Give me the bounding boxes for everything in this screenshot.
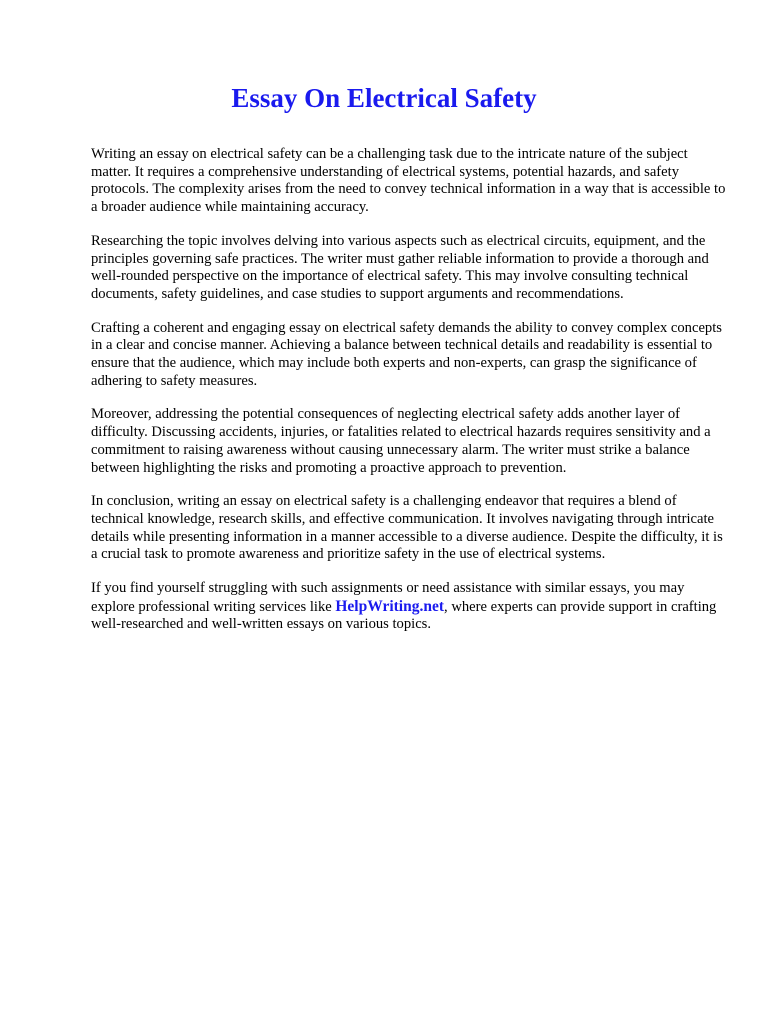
paragraph-6 <box>91 580 731 634</box>
paragraph-5: In conclusion, writing an essay on electrical safety is a challenging endeavor that requires a blend of technical knowledge, research skills, and effective communication. It involves navigating through intricate details while presenting information in a manner accessible to a diverse audience. Despite the difficulty, it is a crucial task to promote awareness and prioritize safety in the use of electrical systems. <box>91 493 723 563</box>
paragraph-2: Researching the topic involves delving into various aspects such as electrical circuits, equipment, and the principles governing safe practices. The writer must gather reliable information to provide a thorough and well-rounded perspective on the importance of electrical safety. This may involve consulting technical documents, safety guidelines, and case studies to support arguments and recommendations. <box>91 232 709 302</box>
paragraph-1: Writing an essay on electrical safety can be a challenging task due to the intricate nature of the subject matter. It requires a comprehensive understanding of electrical systems, potential hazards, and safety protocols. The complexity arises from the need to convey technical information in a way that is accessible to a broader audience while maintaining accuracy. <box>91 146 726 216</box>
paragraph-6-trailing-text: , where experts can provide support in crafting well-researched and well-written essays on various topics. <box>91 598 717 633</box>
paragraph-3: Crafting a coherent and engaging essay on electrical safety demands the ability to convey complex concepts in a clear and concise manner. Achieving a balance between technical details and readability is essential to ensure that the audience, which may include both experts and non-experts, can grasp the significance of adhering to safety measures. <box>91 319 722 389</box>
paragraph-6-lead-text: If you find yourself struggling with such assignments or need assistance with similar essays, you may explore professional writing services like <box>91 580 685 615</box>
essay-body <box>91 146 731 650</box>
paragraph-4: Moreover, addressing the potential consequences of neglecting electrical safety adds another layer of difficulty. Discussing accidents, injuries, or fatalities related to electrical hazards requires sensitivity and a commitment to raising awareness without causing unnecessary alarm. The writer must strike a balance between highlighting the risks and promoting a proactive approach to prevention. <box>91 406 711 476</box>
page-title: Essay On Electrical Safety <box>231 83 537 113</box>
helpwriting-link[interactable]: HelpWriting.net <box>335 597 445 615</box>
